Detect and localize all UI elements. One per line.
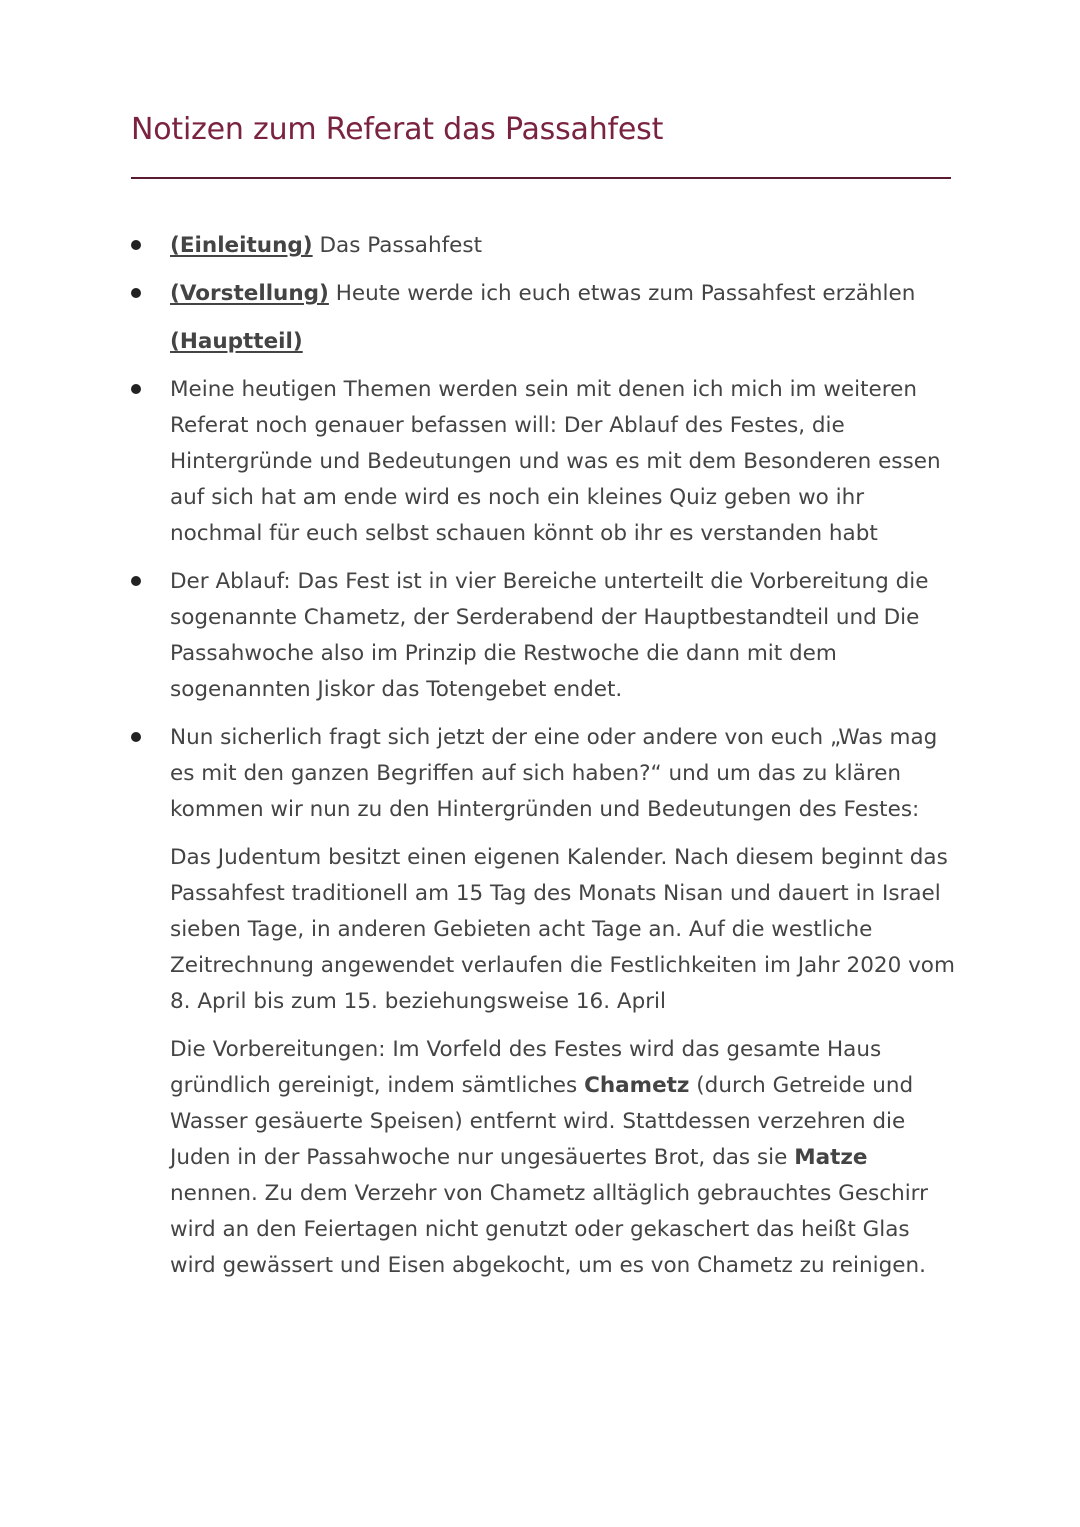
item-text: Das Passahfest bbox=[319, 233, 483, 258]
list-item-vorstellung bbox=[170, 276, 960, 312]
paragraph-vorbereitungen bbox=[170, 1032, 960, 1284]
bullet-icon bbox=[131, 384, 141, 394]
item-text: Meine heutigen Themen werden sein mit denen ich mich im weiteren Referat noch genauer befassen will: Der Ablauf des Festes, die Hintergründe und Bedeutungen und was es mit dem Besonderen essen auf sich hat am ende wird es noch ein kleines Quiz geben wo ihr nochmal für euch selbst schauen könnt ob ihr es verstanden habt bbox=[170, 377, 941, 546]
list-item-frage bbox=[170, 720, 960, 828]
bullet-icon bbox=[131, 576, 141, 586]
text-segment: nennen. Zu dem Verzehr von Chametz alltäglich gebrauchtes Geschirr wird an den Feiertagen nicht genutzt oder gekaschert das heißt Glas wird gewässert und Eisen abgekocht, um es von Chametz zu reinigen. bbox=[170, 1181, 928, 1278]
item-text: Heute werde ich euch etwas zum Passahfest erzählen bbox=[335, 281, 916, 306]
list-item-einleitung bbox=[170, 228, 960, 264]
paragraph-kalender: Das Judentum besitzt einen eigenen Kalender. Nach diesem beginnt das Passahfest traditionell am 15 Tag des Monats Nisan und dauert in Israel sieben Tage, in anderen Gebieten acht Tage an. Auf die westliche Zeitrechnung angewendet verlaufen die Festlichkeiten im Jahr 2020 vom 8. April bis zum 15. beziehungsweise 16. April bbox=[170, 845, 955, 1014]
text-segment: Die Vorbereitungen: Im Vorfeld des Festes wird das gesamte Haus gründlich gereinigt, indem sämtliches bbox=[170, 1037, 882, 1098]
item-text: Nun sicherlich fragt sich jetzt der eine oder andere von euch „Was mag es mit den ganzen Begriffen auf sich haben?“ und um das zu klären kommen wir nun zu den Hintergründen und Bedeutungen des Festes: bbox=[170, 725, 938, 822]
term-chametz: Chametz bbox=[584, 1073, 690, 1098]
term-matze: Matze bbox=[794, 1145, 868, 1170]
bullet-icon bbox=[131, 288, 141, 298]
notes-content bbox=[170, 228, 960, 1296]
text-segment: (durch Getreide und Wasser gesäuerte Speisen) entfernt wird. Stattdessen verzehren die Juden in der Passahwoche nur ungesäuertes Brot, das sie bbox=[170, 1073, 914, 1170]
section-label: (Vorstellung) bbox=[170, 281, 329, 306]
hauptteil-heading bbox=[170, 324, 960, 360]
section-label: (Hauptteil) bbox=[170, 329, 303, 354]
title-divider bbox=[131, 177, 951, 179]
item-text: Der Ablauf: Das Fest ist in vier Bereiche unterteilt die Vorbereitung die sogenannte Chametz, der Serderabend der Hauptbestandteil und Die Passahwoche also im Prinzip die Restwoche die dann mit dem sogenannten Jiskor das Totengebet endet. bbox=[170, 569, 929, 702]
page-title: Notizen zum Referat das Passahfest bbox=[131, 112, 664, 147]
bullet-icon bbox=[131, 732, 141, 742]
list-item-ablauf bbox=[170, 564, 960, 708]
bullet-icon bbox=[131, 240, 141, 250]
section-label: (Einleitung) bbox=[170, 233, 313, 258]
list-item-themen bbox=[170, 372, 960, 552]
